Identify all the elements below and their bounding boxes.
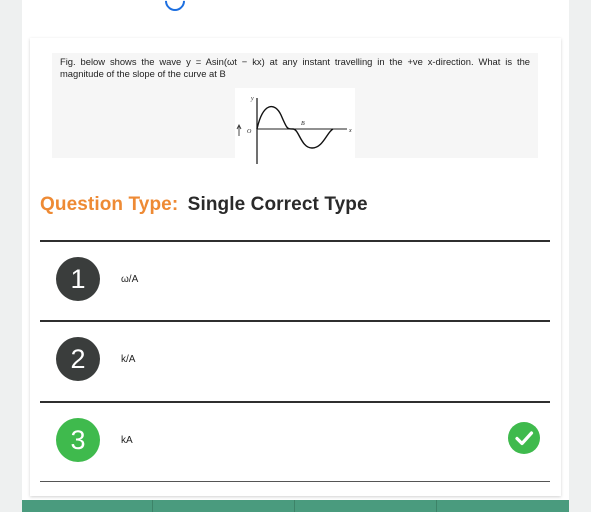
left-margin <box>0 0 22 512</box>
option-number-1[interactable]: 1 <box>56 257 100 301</box>
question-type-value: Single Correct Type <box>187 194 368 215</box>
question-text: Fig. below shows the wave y = Asin(ωt − kx) at any instant travelling in the +ve x-direction. What is the magnitude of the slope of the curve at B <box>60 56 530 79</box>
option-text-1[interactable]: ω/A <box>121 274 139 285</box>
question-box <box>52 53 538 158</box>
x-axis-label: x <box>349 128 352 134</box>
origin-label: O <box>247 129 252 135</box>
loading-spinner-icon <box>161 0 189 15</box>
point-b-label: B <box>301 121 305 127</box>
divider <box>40 401 550 403</box>
divider <box>40 240 550 242</box>
question-type-label: Question Type: <box>40 194 179 215</box>
wave-figure <box>235 88 355 166</box>
right-margin <box>569 0 591 512</box>
option-text-3[interactable]: kA <box>121 435 133 446</box>
top-strip <box>22 0 569 30</box>
option-text-2[interactable]: k/A <box>121 354 136 365</box>
bottom-navigation-bar[interactable] <box>22 500 569 512</box>
divider <box>40 481 550 482</box>
y-axis-label: y <box>251 96 254 102</box>
divider <box>40 320 550 322</box>
question-type-heading <box>40 194 368 216</box>
option-number-3[interactable]: 3 <box>56 418 100 462</box>
option-number-2[interactable]: 2 <box>56 337 100 381</box>
sine-curve <box>257 107 333 148</box>
check-circle-icon <box>508 422 540 454</box>
question-card <box>30 38 561 496</box>
wave-graph <box>235 88 355 166</box>
